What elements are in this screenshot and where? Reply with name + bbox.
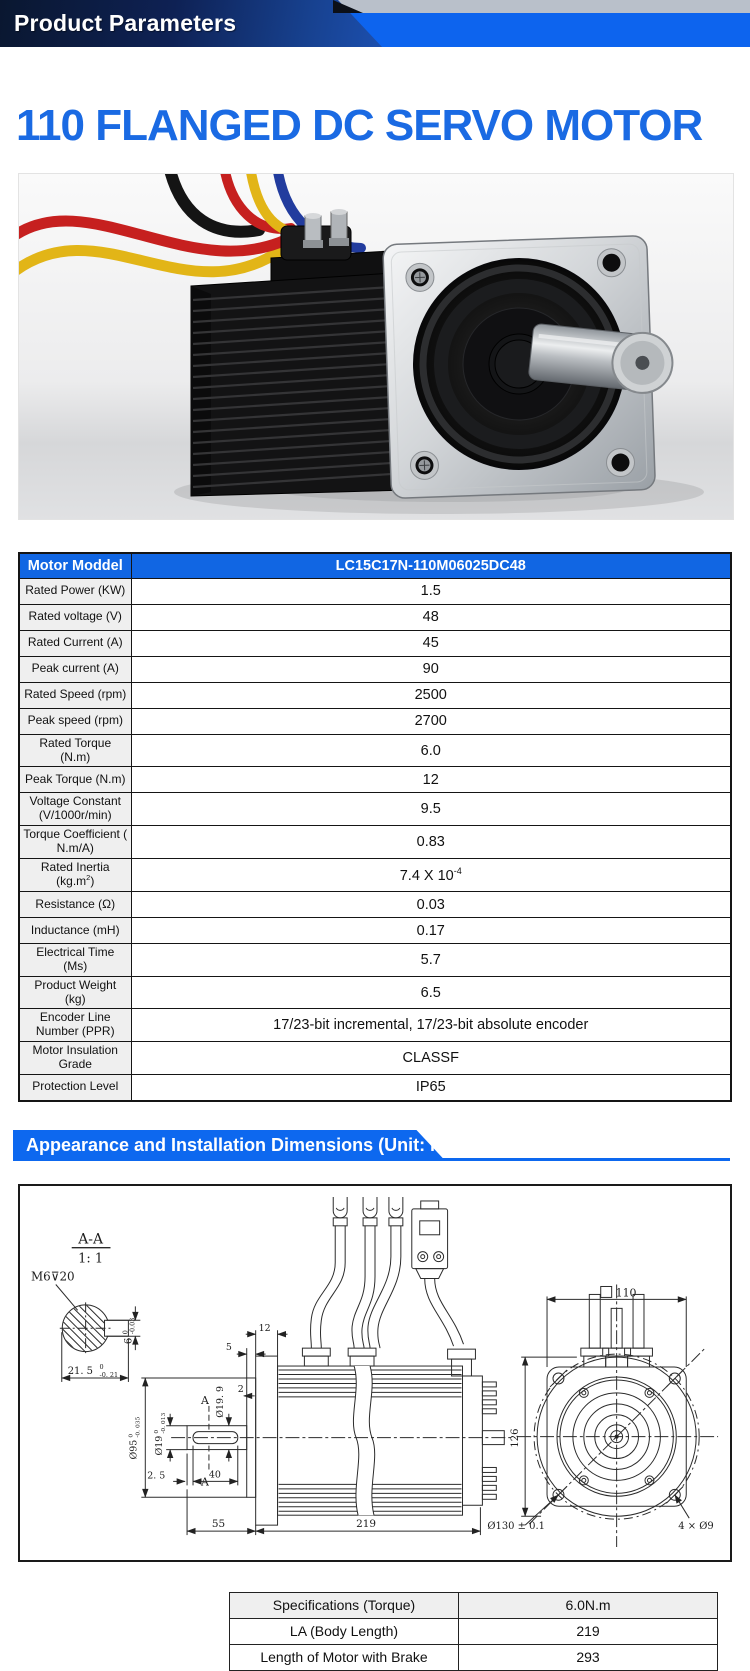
spec-row-value: 2500 [131,682,731,708]
svg-text:0: 0 [127,1433,134,1437]
motor-photo-illustration [19,174,733,519]
spec-row [19,630,731,656]
spec-row-value: 9.5 [131,793,731,826]
spec-row-value: 6.0 [131,734,731,767]
cable-glands [302,1348,475,1376]
spec-row-label: Protection Level [19,1074,131,1101]
spec-row-label: Voltage Constant (V/1000r/min) [19,793,131,826]
banner-gray-strip [300,0,750,13]
spec-row [19,825,731,858]
spec-row-label: Resistance (Ω) [19,892,131,918]
svg-text:0: 0 [121,1330,129,1334]
spec-row-value: 45 [131,630,731,656]
spec-row-value: 48 [131,604,731,630]
dim-12: 12 [259,1323,271,1334]
section-label: A-A [77,1231,104,1247]
section-mark-bottom: A [200,1475,209,1488]
dim-40: 40 [209,1469,221,1480]
encoder-cap [463,1375,483,1504]
spec-row-value: 1.5 [131,578,731,604]
spec-row [19,682,731,708]
spec-row-label: Peak current (A) [19,656,131,682]
spec-row-value: 6.5 [131,976,731,1009]
spec-header-row [19,553,731,579]
spec-row-value: 2700 [131,708,731,734]
spec-header-label: Motor Moddel [19,553,131,579]
spec-row-label: Product Weight (kg) [19,976,131,1009]
svg-text:21. 5: 21. 5 [68,1365,93,1376]
left-section-view [31,1231,140,1408]
summary-row-value: 219 [459,1618,718,1644]
banner-title: Product Parameters [14,0,236,46]
spec-row [19,767,731,793]
spec-row-label: Rated Torque (N.m) [19,734,131,767]
spec-row-value: 90 [131,656,731,682]
dim-5: 5 [226,1342,232,1353]
spec-row [19,604,731,630]
spec-row-value: IP65 [131,1074,731,1101]
summary-row [230,1592,718,1618]
dim-19 [153,1412,167,1455]
spec-row-label: Rated Current (A) [19,630,131,656]
spec-row-value: 12 [131,767,731,793]
spec-header-value: LC15C17N-110M06025DC48 [131,553,731,579]
spec-row [19,1074,731,1101]
section2-banner [13,1130,732,1164]
dim-2: 2 [238,1383,244,1394]
svg-text:Ø95: Ø95 [128,1439,139,1459]
spec-row-label: Motor Insulation Grade [19,1041,131,1074]
svg-text:-0. 21: -0. 21 [100,1370,119,1378]
dim-2-5: 2. 5 [147,1470,165,1481]
spec-row [19,944,731,977]
svg-text:Ø19: Ø19 [154,1435,165,1455]
svg-text:-0.03: -0.03 [128,1317,136,1334]
spec-row [19,708,731,734]
spec-row-value: 0.03 [131,892,731,918]
spec-row-label: Peak speed (rpm) [19,708,131,734]
svg-text:-0. 013: -0. 013 [160,1412,167,1433]
spec-row-label: Electrical Time (Ms) [19,944,131,977]
section-mark-top: A [200,1393,209,1406]
square-symbol [601,1286,612,1297]
dim-21-5 [68,1363,118,1379]
dim-130: Ø130 ± 0.1 [487,1521,545,1532]
summary-row-value: 6.0N.m [459,1592,718,1618]
spec-row-label: Inductance (mH) [19,918,131,944]
hatching [50,1268,135,1408]
product-photo [18,173,734,520]
spec-row-value: 5.7 [131,944,731,977]
top-banner [0,0,750,47]
encoder-fins [482,1381,504,1498]
spec-row-value: 0.83 [131,825,731,858]
dim-19-9: Ø19. 9 [215,1385,226,1417]
summary-row [230,1618,718,1644]
spec-row-value: 17/23-bit incremental, 17/23-bit absolute encoder [131,1009,731,1042]
svg-text:0: 0 [100,1363,104,1371]
spec-row [19,578,731,604]
spec-row-label: Rated voltage (V) [19,604,131,630]
section-scale: 1: 1 [78,1251,103,1266]
spec-row-value: 0.17 [131,918,731,944]
thread-callout: M6⊽20 [31,1269,75,1283]
spec-row-label: Rated Inertia $(kg.m^2)$ [19,858,131,892]
spec-row-label: Rated Power (KW) [19,578,131,604]
summary-row-label: Length of Motor with Brake [230,1644,459,1670]
spec-row [19,734,731,767]
spec-row [19,1041,731,1074]
dim-110: 110 [616,1286,637,1299]
svg-text:0: 0 [153,1429,160,1433]
spec-row [19,656,731,682]
dim-219: 219 [356,1518,376,1530]
dim-95 [127,1416,141,1459]
dim-4x9: 4 × Ø9 [678,1521,713,1532]
side-view [127,1196,515,1534]
summary-row-label: Specifications (Torque) [230,1592,459,1618]
spec-row-value: CLASSF [131,1041,731,1074]
spec-row [19,858,731,892]
spec-row [19,793,731,826]
flange-plate [256,1356,278,1525]
spec-row [19,976,731,1009]
svg-text:-0. 035: -0. 035 [134,1416,141,1437]
cable-gland [305,216,321,244]
spec-row-label: Torque Coefficient ( N.m/A) [19,825,131,858]
summary-row-value: 293 [459,1644,718,1670]
spec-row-label: Rated Speed (rpm) [19,682,131,708]
svg-text:6: 6 [123,1337,134,1343]
dim-55: 55 [212,1518,225,1530]
dimension-drawing-svg [20,1186,730,1560]
dimension-summary-table [229,1592,718,1671]
front-view [487,1284,718,1547]
spec-row-label: Encoder Line Number (PPR) [19,1009,131,1042]
cable-fork-terminals [310,1196,402,1347]
cable-connector [412,1200,464,1345]
dimension-drawing [18,1184,732,1562]
spec-row [19,918,731,944]
section2-title: Appearance and Installation Dimensions (Unit: mm) [26,1130,468,1160]
summary-row-label: LA (Body Length) [230,1618,459,1644]
spec-row [19,892,731,918]
spec-row-value: 7.4 X $10^{-4}$ [131,858,731,892]
spec-row [19,1009,731,1042]
spec-row-label: Peak Torque (N.m) [19,767,131,793]
page-title: 110 FLANGED DC SERVO MOTOR [0,103,750,149]
spec-table [18,552,732,1102]
dim-126: 126 [510,1428,521,1447]
summary-row [230,1644,718,1670]
